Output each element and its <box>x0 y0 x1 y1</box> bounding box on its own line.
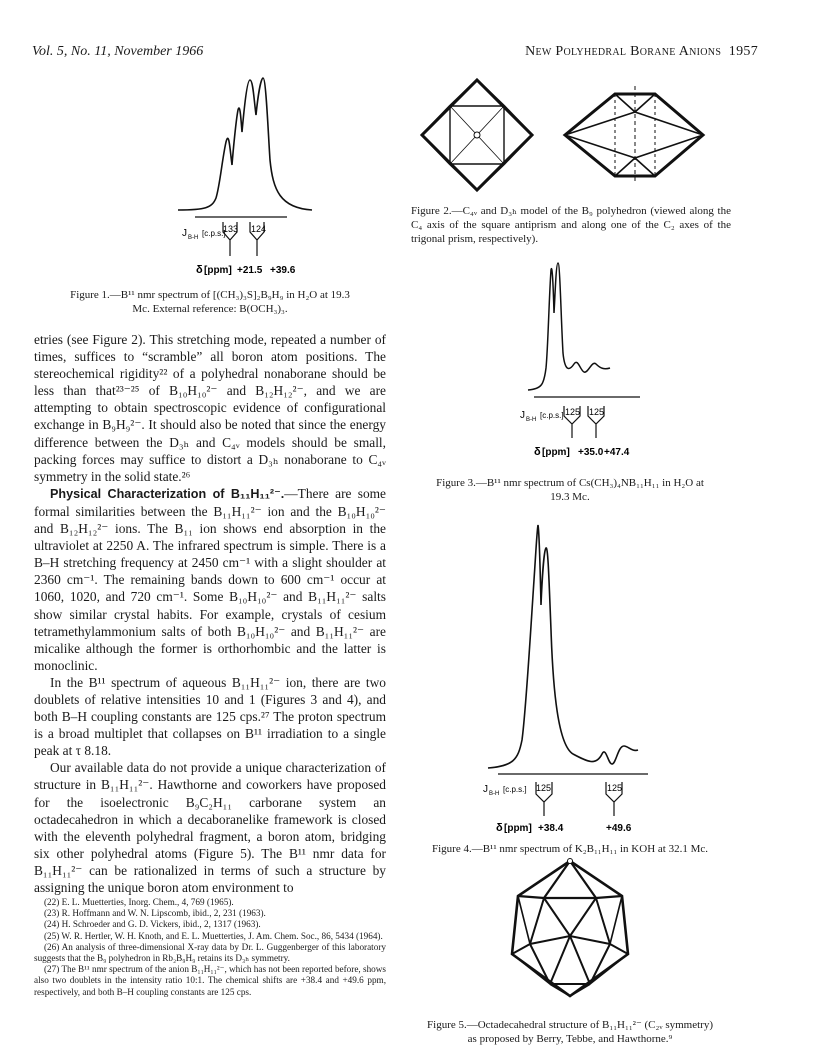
figure3-shift-1: +35.0 <box>578 447 604 458</box>
footnotes <box>34 897 386 998</box>
figure1-j-symbol: J <box>182 228 187 239</box>
figure1-j-value-1: 133 <box>223 224 239 234</box>
page-number: 1957 <box>728 44 758 59</box>
footnote-23: (23) R. Hoffmann and W. N. Lipscomb, ibid., 2, 231 (1963). <box>44 908 266 919</box>
figure1-shift-1: +21.5 <box>237 265 263 276</box>
figure4-j-sub: B-H <box>489 791 500 797</box>
footnote-26: (26) An analysis of three-dimensional X-ray data by Dr. L. Guggenberger of this laboratory suggests that the B₉ polyhedron in Rb₂B₉H₉ retains its D₃ₕ symmetry. <box>34 941 386 964</box>
figure1-trace <box>178 78 312 210</box>
figure5-caption-line2: as proposed by Berry, Tebbe, and Hawthorne.⁹ <box>467 1033 673 1045</box>
figure4-spectrum <box>478 520 678 840</box>
figure3-trace <box>528 263 610 390</box>
figure1-j-value-2: 124 <box>251 224 267 234</box>
figure4-caption: Figure 4.—B¹¹ nmr spectrum of K₂B₁₁H₁₁ in KOH at 32.1 Mc. <box>432 843 708 855</box>
running-header-title: New Polyhedral Borane Anions <box>525 44 722 59</box>
figure2-trigonal-prism <box>565 86 703 184</box>
paragraph-2-text: —There are some formal similarities between the B₁₁H₁₁²⁻ ion and the B₁₀H₁₀²⁻ and B₁₂H₁₂²⁻ ions. The B₁₁ ion shows end absorption in the ultraviolet at 2250 A. The infrared spectrum is simple. There is a B–H stretching frequency at 2450 cm⁻¹ with a slight shoulder at 2360 cm⁻¹. The remaining bands down to 600 cm⁻¹ occur at 1060, 1020, and 720 cm⁻¹. Some B₁₀H₁₀²⁻ and B₁₁H₁₁²⁻ salts show similar crystal habits. For example, crystals of cesium tetramethylammonium salts of both B₁₀H₁₀²⁻ and B₁₁H₁₁²⁻ are micalike although the former is orthorhombic and the latter is monoclinic. <box>34 485 386 673</box>
paragraph-4: Our available data do not provide a unique characterization of structure in B₁₁H₁₁²⁻. Hawthorne and coworkers have proposed for the isoelectronic B₉C₂H₁₁ carborane system an octadecahedron in which a decaboranelike framework is closed with the eleventh polyhedral fragment, a boron atom, bridging six other polyhedral atoms (Figure 5). The B¹¹ nmr data for B₁₁H₁₁²⁻ can be rationalized in terms of such a structure by assigning the unique boron atom environment to <box>34 760 386 895</box>
running-header-left: Vol. 5, No. 11, November 1966 <box>32 44 204 59</box>
figure1-spectrum <box>150 70 350 285</box>
figure2-polyhedra <box>415 72 735 197</box>
figure3-j-sub: B-H <box>526 417 537 423</box>
footnote-22: (22) E. L. Muetterties, Inorg. Chem., 4, 769 (1965). <box>44 897 234 907</box>
figure1-caption <box>34 288 386 316</box>
figure3-j-value-1: 125 <box>565 407 581 417</box>
figure2-antiprism <box>422 80 532 190</box>
figure4-delta-symbol: δ <box>496 822 503 834</box>
figure4-j-value-2: 125 <box>607 783 623 793</box>
figure4-shift-1: +38.4 <box>538 823 564 834</box>
figure3-caption-line2: 19.3 Mc. <box>550 491 590 503</box>
figure4-delta-unit: [ppm] <box>504 823 532 834</box>
section-heading: Physical Characterization of B₁₁H₁₁²⁻. <box>50 486 285 501</box>
figure1-j-unit: [c.p.s.] <box>202 229 226 238</box>
figure4-shift-2: +49.6 <box>606 823 632 834</box>
figure3-j-value-2: 125 <box>589 407 605 417</box>
figure4-j-symbol: J <box>483 784 488 795</box>
figure4-j-unit: [c.p.s.] <box>503 785 527 794</box>
figure4-j-value-1: 125 <box>536 783 552 793</box>
footnote-27: (27) The B¹¹ nmr spectrum of the anion B₁₁H₁₁²⁻, which has not been reported before, shows also two doublets in the intensity ratio 10:1. The chemical shifts are +38.4 and +49.6 ppm, respectively, and both B–H coupling constants are 125 cps. <box>34 964 386 997</box>
figure3-spectrum <box>520 258 670 478</box>
running-header-right <box>525 44 758 60</box>
figure5-octadecahedron <box>500 856 640 1006</box>
figure3-delta-symbol: δ <box>534 446 541 458</box>
figure3-delta-unit: [ppm] <box>542 447 570 458</box>
figure1-delta-unit: [ppm] <box>204 265 232 276</box>
paragraph-1: etries (see Figure 2). This stretching mode, repeated a number of times, suffices to “scramble” all boron atom positions. The stereochemical rigidity²² of a polyhedral nonaborane should be less than that²³⁻²⁵ of B₁₀H₁₀²⁻ and B₁₂H₁₂²⁻, and we are attempting to obtain spectroscopic evidence of configurational exchange in B₉H₉²⁻. It should also be noted that since the energy difference between the D₃ₕ and C₄ᵥ models should be small, packing forces may suffice to distort a D₃ₕ nonaborane to C₄ᵥ symmetry in the solid state.²⁶ <box>34 332 386 484</box>
body-text <box>34 331 386 896</box>
paragraph-2 <box>34 485 386 674</box>
footnote-25: (25) W. R. Hertler, W. H. Knoth, and E. L. Muetterties, J. Am. Chem. Soc., 86, 5434 (1964). <box>44 930 383 941</box>
figure5-caption <box>405 1018 735 1046</box>
figure1-shift-2: +39.6 <box>270 265 296 276</box>
figure1-caption-line2: Mc. External reference: B(OCH₃)₃. <box>132 303 288 315</box>
figure3-shift-2: +47.4 <box>604 447 630 458</box>
figure3-caption-line1: Figure 3.—B¹¹ nmr spectrum of Cs(CH₃)₄NB₁₁H₁₁ in H₂O at <box>436 477 704 489</box>
footnote-24: (24) H. Schroeder and G. D. Vickers, ibid., 2, 1317 (1963). <box>44 919 261 930</box>
figure5-caption-line1: Figure 5.—Octadecahedral structure of B₁₁H₁₁²⁻ (C₂ᵥ symmetry) <box>427 1019 713 1031</box>
figure1-caption-line1: Figure 1.—B¹¹ nmr spectrum of [(CH₃)₃S]₂B₉H₉ in H₂O at 19.3 <box>70 289 350 301</box>
figure3-j-unit: [c.p.s.] <box>540 411 564 420</box>
figure4-trace <box>488 525 638 768</box>
figure1-j-sub: B-H <box>188 235 199 241</box>
figure3-caption <box>405 476 735 504</box>
paragraph-3: In the B¹¹ spectrum of aqueous B₁₁H₁₁²⁻ ion, there are two doublets of relative intensities 10 and 1 (Figures 3 and 4), and both B–H coupling constants are 125 cps.²⁷ The proton spectrum is a broad multiplet that collapses on B¹¹ irradiation to a single peak at τ 8.18. <box>34 674 386 759</box>
figure1-delta-symbol: δ <box>196 264 203 276</box>
figure2-caption: Figure 2.—C₄ᵥ and D₃ₕ model of the B₉ polyhedron (viewed along the C₄ axis of the square antiprism and along one of the C₂ axes of the trigonal prism, respectively). <box>411 205 731 245</box>
figure3-j-symbol: J <box>520 410 525 421</box>
